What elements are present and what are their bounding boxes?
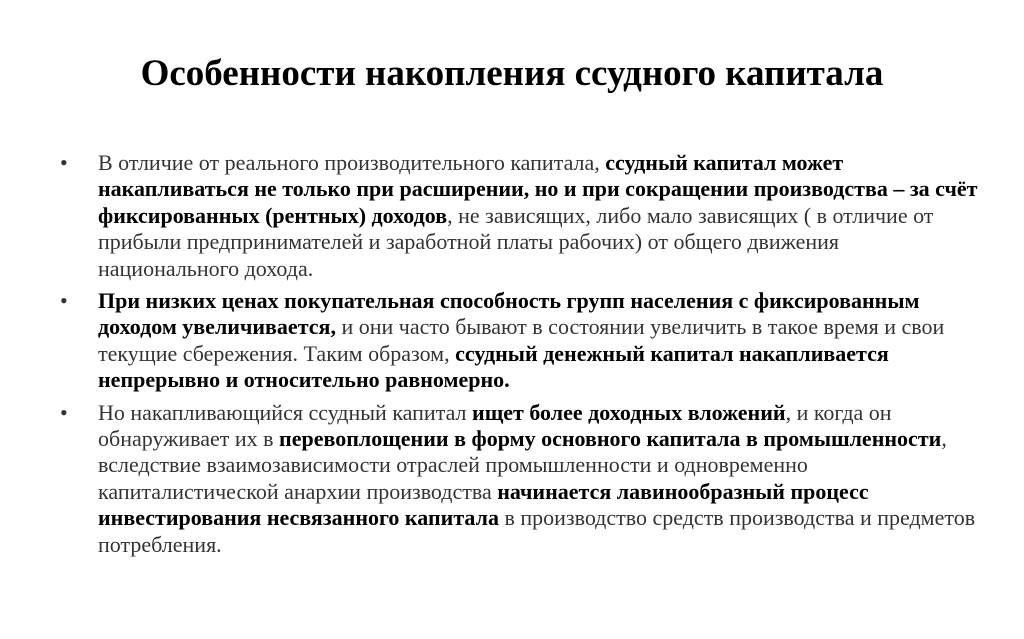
bullet-marker-icon: • <box>60 399 68 425</box>
bullet-text-segment: , и когда он обнаруживает их в <box>98 399 892 452</box>
bullet-text-bold-segment: начинается лавинообразный процесс инвестирования несвязанного капитала <box>98 478 869 531</box>
bullet-text-segment: в производство средств производства и предметов потребления. <box>98 505 976 557</box>
bullet-text-bold-segment: При низких ценах покупательная способность групп населения с фиксированным доходом увеличивается, <box>98 288 920 340</box>
bullet-text-segment: и они часто бывают в состоянии увеличить в такое время и свои текущие сбережения. Таким образом, <box>98 314 945 366</box>
bullet-item <box>60 150 980 282</box>
bullet-text-bold-segment: ссудный капитал может накапливаться не только при расширении, но и при сокращении производства – за счёт фиксированных (рентных) доходов <box>98 150 978 228</box>
bullet-item <box>60 288 980 394</box>
bullet-text-segment: Но накапливающийся ссудный капитал <box>98 399 473 425</box>
bullet-text-segment: , не зависящих, либо мало зависящих ( в отличие от прибыли предпринимателей и заработной платы рабочих) от общего движения национального дохода. <box>98 202 934 281</box>
bullet-text-segment: В отличие от реального производительного капитала, <box>98 150 606 175</box>
bullet-text-bold-segment: ссудный денежный капитал накапливается непрерывно и относительно равномерно. <box>98 340 889 393</box>
bullet-text-segment: , вследствие взаимозависимости отраслей промышленности и одновременно капиталистической анархии производства <box>98 426 947 504</box>
bullet-marker-icon: • <box>60 150 68 175</box>
bullet-marker-icon: • <box>60 288 68 314</box>
bullet-text-bold-segment: перевоплощении в форму основного капитала в промышленности <box>279 426 942 452</box>
bullet-text-bold-segment: ищет более доходных вложений <box>472 399 786 425</box>
bullet-list <box>60 150 980 564</box>
bullet-item <box>60 400 980 558</box>
slide-title: Особенности накопления ссудного капитала <box>140 53 884 94</box>
